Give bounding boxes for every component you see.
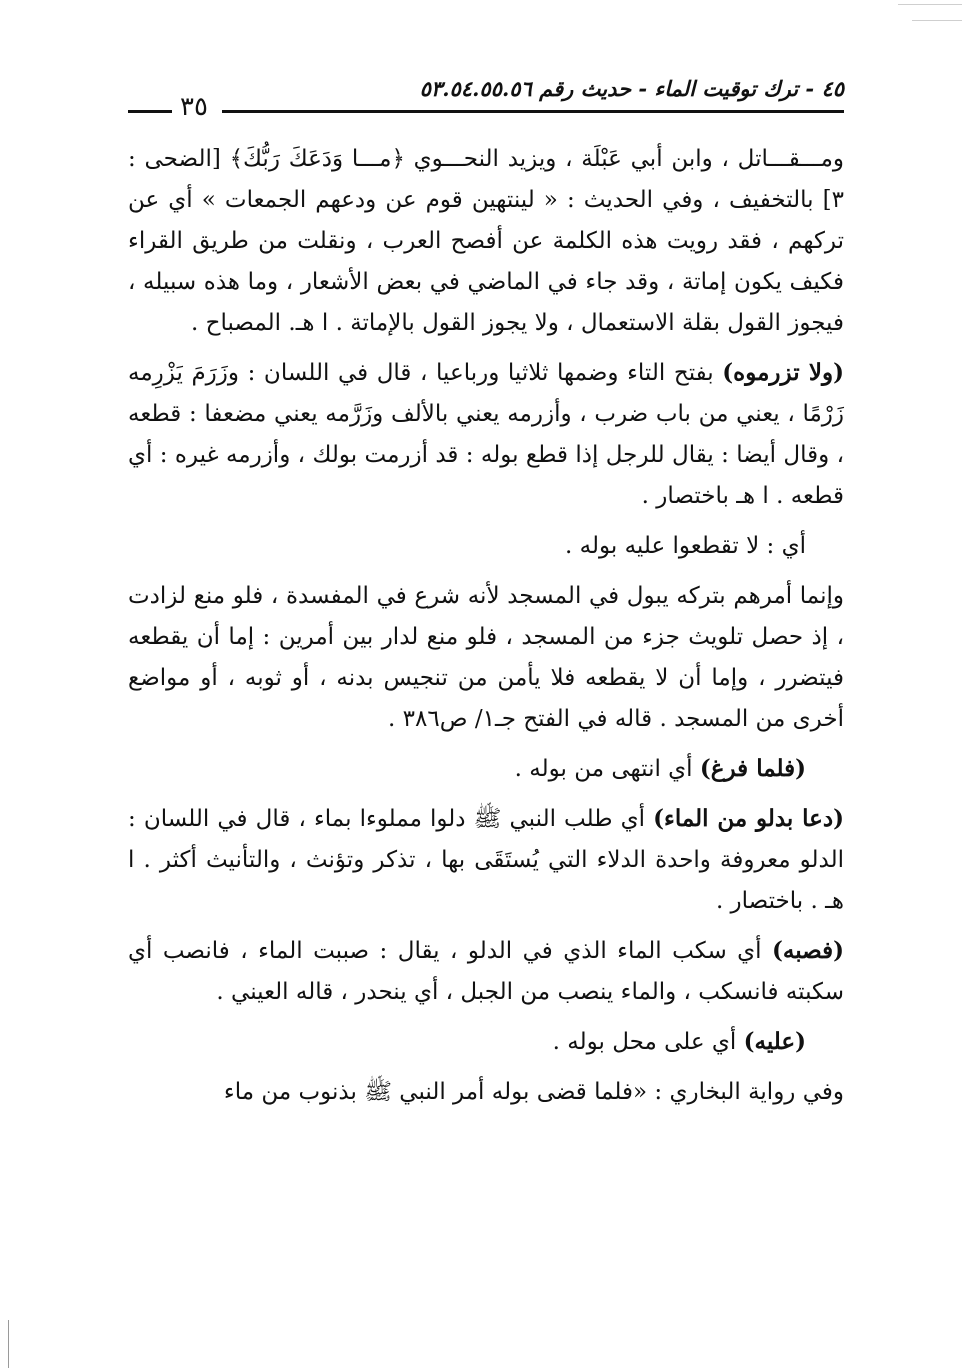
paragraph: [128, 748, 844, 790]
paragraph-text: أي : لا تقطعوا عليه بوله .: [565, 533, 806, 559]
page-header: [128, 64, 844, 124]
paragraph-text: أي طلب النبي ﷺ دلوا مملوءا بماء ، قال في اللسان : الدلو معروفة واحدة الدلاء التي يُستَقَى بها ، تذكر وتؤنث ، والتأنيث أكثر . ا هـ . باختصار .: [128, 806, 844, 914]
paragraph-text: ومـــقـــاتل ، وابن أبي عَبْلَة ، ويزيد النحـــوي ﴿مـــا وَدَعَكَ رَبُّكَ﴾ [الضحى : ٣] بالتخفيف ، وفي الحديث : « لينتهين قوم عن ودعهم الجمعات » أي عن تركهم ، فقد رويت هذه الكلمة عن أفصح العرب ، ونقلت من طريق القراء فكيف يكون إماتة ، وقد جاء في الماضي في بعض الأشعار ، وما هذه سبيله ، فيجوز القول بقلة الاستعمال ، ولا يجوز القول بالإماتة . ا هـ. المصباح .: [128, 146, 844, 336]
paragraph-lead: (عليه): [743, 1028, 806, 1055]
paragraph: [128, 525, 844, 567]
paragraph-text: أي على محل بوله .: [552, 1029, 744, 1055]
paragraph: [128, 798, 844, 922]
paragraph-text: وفي رواية البخاري : «فلما قضى بوله أمر النبي ﷺ بذنوب من ماء: [223, 1079, 844, 1105]
paragraph: [128, 138, 844, 344]
paragraph-lead: (ولا تزرموه): [722, 359, 844, 386]
paragraph: [128, 930, 844, 1013]
paragraph: [128, 1021, 844, 1063]
body-text: [128, 138, 844, 1121]
paragraph-lead: (فصبه): [772, 937, 844, 964]
scan-artifact-line: [8, 1320, 9, 1368]
paragraph: [128, 352, 844, 517]
page-number: ٣٥: [180, 92, 208, 122]
paragraph: [128, 1071, 844, 1113]
paragraph-text: بفتح التاء وضمها ثلاثيا ورباعيا ، قال في اللسان : وزَرَمَ يَزْرِمه زَرْمًا ، يعني من باب ضرب ، وأزرمه يعني بالألف وزَرَّمه يعني مضعفا : قطعه ، وقال أيضا : يقال للرجل إذا قطع بوله : قد أزرمت بولك ، وأزرمه غيره : أي قطعه . ا هـ باختصار .: [128, 360, 844, 509]
paragraph-lead: (فلما فرغ): [699, 755, 806, 782]
scan-artifact-line: [898, 4, 962, 5]
paragraph-lead: (دعا بدلو من الماء): [653, 805, 844, 832]
running-title: ٤٥ - ترك توقيت الماء - حديث رقم ٥٣.٥٤.٥٥.٥٦: [419, 76, 844, 101]
paragraph-text: وإنما أمرهم بتركه يبول في المسجد لأنه شرع في المفسدة ، فلو منع لزادت ، إذ حصل تلويث جزء من المسجد ، فلو منع لدار بين أمرين : إما أن يقطعه فيتضرر ، وإما أن لا يقطعه فلا يأمن من تنجيس بدنه ، أو ثوبه ، أو مواضع أخرى من المسجد . قاله في الفتح جـ١/ ص٣٨٦ .: [128, 583, 844, 732]
paragraph-text: أي انتهى من بوله .: [514, 756, 700, 782]
paragraph: [128, 575, 844, 740]
page-number-rule: [128, 110, 172, 113]
scan-artifact-line: [912, 20, 962, 21]
header-rule: [222, 110, 844, 113]
paragraph-text: أي سكب الماء الذي في الدلو ، يقال : صببت الماء ، فانصب أي سكبته فانسكب ، والماء ينصب من الجبل ، أي ينحدر ، قاله العيني .: [128, 938, 844, 1005]
